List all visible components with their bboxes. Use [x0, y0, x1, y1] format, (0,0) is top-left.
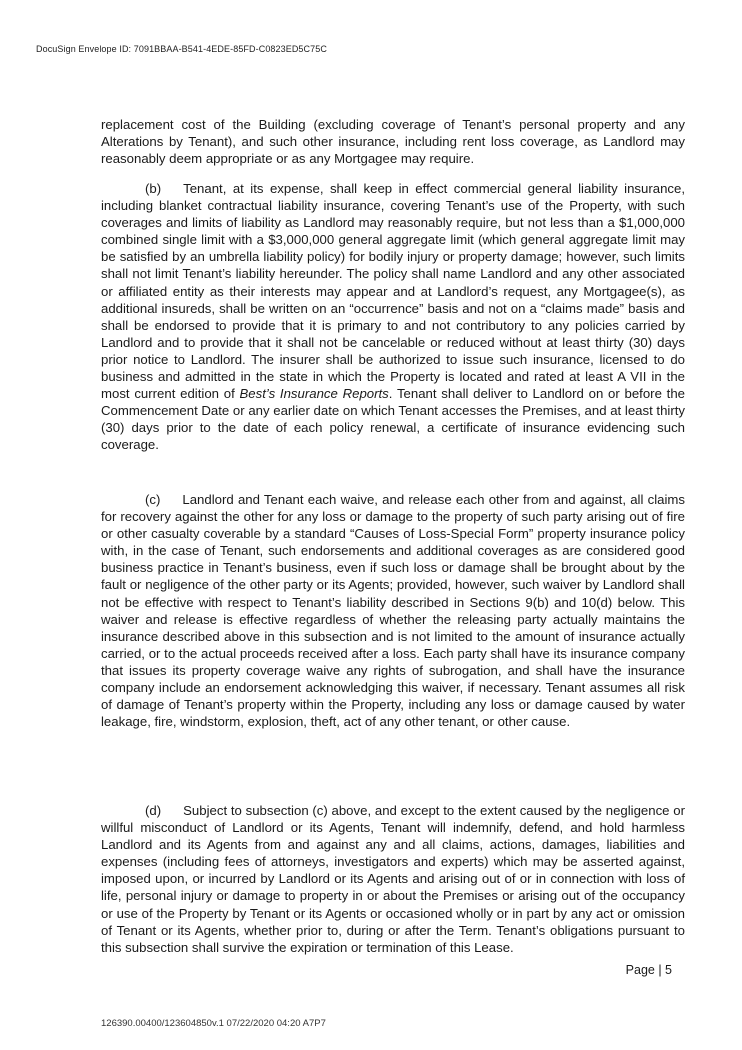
document-footer-id: 126390.00400/123604850v.1 07/22/2020 04:20 A7P7: [101, 1018, 326, 1029]
paragraph-d: [101, 802, 685, 956]
paragraph-d-text: Subject to subsection (c) above, and except to the extent caused by the negligence or willful misconduct of Landlord or its Agents, Tenant will indemnify, defend, and hold harmless Landlord and its Agents from and against any and all claims, actions, damages, liabilities and expenses (including fees of attorneys, investigators and experts) which may be asserted against, imposed upon, or incurred by Landlord or its Agents and arising out of or in connection with loss of life, personal injury or damage to property in or about the Premises or arising out of the occupancy or use of the Property by Tenant or its Agents or occasioned wholly or in part by any act or omission of Tenant or its Agents, whether prior to, during or after the Term. Tenant’s obligations pursuant to this subsection shall survive the expiration or termination of this Lease.: [101, 803, 685, 955]
paragraph-b-text-before: Tenant, at its expense, shall keep in effect commercial general liability insurance, including blanket contractual liability insurance, covering Tenant’s use of the Property, with such coverages and limits of liability as Landlord may reasonably require, but not less than a $1,000,000 combined single limit with a $3,000,000 general aggregate limit (which general aggregate limit may be satisfied by an umbrella liability policy) for bodily injury or property damage; however, such limits shall not limit Tenant’s liability hereunder. The policy shall name Landlord and any other associated or affiliated entity as their interests may appear and at Landlord’s request, any Mortgagee(s), as additional insureds, shall be written on an “occurrence” basis and not on a “claims made” basis and shall be endorsed to provide that it is primary to and not contributory to any policies carried by Landlord and to provide that it shall not be cancelable or reduced without at least thirty (30) days prior notice to Landlord. The insurer shall be authorized to issue such insurance, licensed to do business and admitted in the state in which the Property is located and rated at least A VII in the most current edition of: [101, 181, 685, 402]
page-number: Page | 5: [625, 963, 672, 977]
paragraph-b: [101, 180, 685, 454]
paragraph-b-label: (b): [145, 181, 162, 196]
paragraph-intro: replacement cost of the Building (excluding coverage of Tenant’s personal property and any Alterations by Tenant), and such other insurance, including rent loss coverage, as Landlord may reasonably deem appropriate or as any Mortgagee may require.: [101, 117, 685, 167]
paragraph-c-text: Landlord and Tenant each waive, and release each other from and against, all claims for recovery against the other for any loss or damage to the property of such party arising out of fire or other casualty coverable by a standard “Causes of Loss-Special Form” property insurance policy with, in the case of Tenant, such endorsements and additional coverages as are considered good business practice in Tenant’s business, even if such loss or damage shall be brought about by the fault or negligence of the other party or its Agents; provided, however, such waiver by Landlord shall not be effective with respect to Tenant’s liability described in Sections 9(b) and 10(d) below. This waiver and release is effective regardless of whether the releasing party actually maintains the insurance described above in this subsection and is not limited to the amount of insurance actually carried, or to the actual proceeds received after a loss. Each party shall have its insurance company that issues its property coverage waive any rights of subrogation, and shall have the insurance company include an endorsement acknowledging this waiver, if necessary. Tenant assumes all risk of damage of Tenant’s property within the Property, including any loss or damage caused by water leakage, fire, windstorm, explosion, theft, act of any other tenant, or other cause.: [101, 492, 685, 730]
paragraph-b-text-after: . Tenant shall deliver to Landlord on or before the Commencement Date or any earlier date on which Tenant accesses the Premises, and at least thirty (30) days prior to the date of each policy renewal, a certificate of insurance evidencing such coverage.: [101, 386, 685, 453]
paragraph-c-label: (c): [145, 492, 161, 507]
docusign-envelope-id: DocuSign Envelope ID: 7091BBAA-B541-4EDE-85FD-C0823ED5C75C: [36, 44, 327, 54]
paragraph-d-label: (d): [145, 803, 162, 818]
paragraph-c: [101, 491, 685, 730]
paragraph-b-italic-title: Best’s Insurance Reports: [239, 386, 389, 402]
